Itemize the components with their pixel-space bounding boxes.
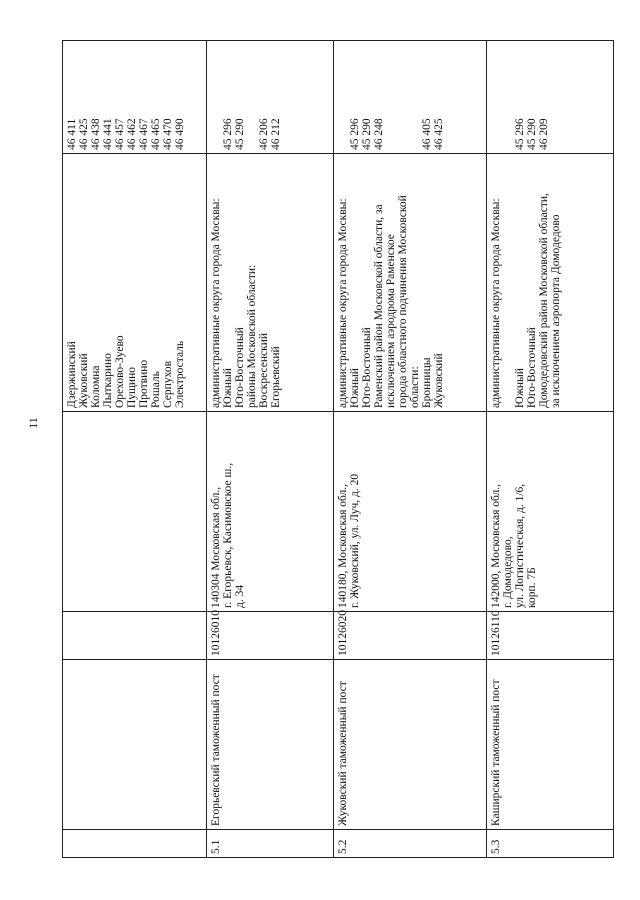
place-item: Лыткарино [102,353,114,408]
address-line: 140304 Московская обл., [210,486,222,608]
address-line: 142000, Московская обл., [490,483,502,608]
post-address [210,463,246,608]
okato-code: 46 248 [373,118,385,150]
territory-line: административные округа города Москвы: [337,198,349,408]
place-item: Пущино [126,367,138,408]
code-item: 46 490 [174,118,186,150]
okato-code: 45 290 [361,118,373,150]
continued-codes-list [66,118,186,150]
place-item: Жуковский [78,353,90,408]
address-line: г. Жуковский, ул. Луч, д. 20 [349,473,361,608]
territory-line: исключением аэродрома Раменское [385,234,397,408]
okato-code [409,118,421,150]
place-item: Рошаль [150,371,162,408]
post-code: 10126010 [210,610,222,656]
code-item: 46 441 [102,118,114,150]
okato-code: 46 405 [421,118,433,150]
territory-line: Южный [514,368,526,408]
territory-line: Воскресенский [258,332,270,408]
post-okato [349,118,445,150]
territory-line: административные округа города Москвы: [210,198,222,408]
place-item: Серпухов [162,360,174,408]
rotated-table [62,40,614,858]
code-item: 46 438 [90,118,102,150]
post-okato [514,118,550,150]
territory-line: Бронницы [421,357,433,408]
code-item: 46 462 [126,118,138,150]
okato-code [397,118,409,150]
code-item: 46 465 [150,118,162,150]
post-name: Каширский таможенный пост [490,679,502,826]
post-territory [337,195,445,408]
post-territory [210,198,282,408]
continued-places-list [66,335,186,408]
territory-line: Южный [222,368,234,408]
address-line: г. Домодедово, [502,536,514,608]
territory-line: административные округа города Москвы: [490,198,502,408]
territory-line: Южный [349,368,361,408]
okato-code: 46 206 [258,118,270,150]
territory-line: области: [409,366,421,408]
okato-code: 45 290 [234,118,246,150]
post-address [337,474,361,608]
territory-line: Егорьевский [270,346,282,408]
okato-code [246,118,258,150]
okato-code [385,118,397,150]
place-item: Протвино [138,359,150,408]
code-item: 46 467 [138,118,150,150]
place-item: Электросталь [174,340,186,408]
territory-line: за исключением аэропорта Домодедово [550,214,562,408]
territory-line: Юго-Восточный [234,327,246,408]
place-item: Коломна [90,365,102,408]
code-item: 46 457 [114,118,126,150]
okato-code: 45 290 [526,118,538,150]
post-address [490,484,538,608]
okato-code: 45 296 [222,118,234,150]
code-item: 46 425 [78,118,90,150]
okato-code: 46 209 [538,118,550,150]
okato-code: 45 296 [349,118,361,150]
code-item: 46 411 [66,118,78,150]
okato-code: 46 425 [433,118,445,150]
address-line: ул. Логистическая, д. 1/6, [514,483,526,608]
territory-line: Жуковский [433,353,445,408]
post-okato [222,118,282,150]
post-name: Жуковский таможенный пост [337,681,349,826]
address-line: корп. 7Б [526,567,538,608]
post-territory [490,193,562,408]
row-number: 5.2 [337,839,349,854]
post-code: 10126020 [337,610,349,656]
territory-line: Юго-Восточный [361,327,373,408]
territory-line: города областного подчинения Московской [397,195,409,408]
place-item: Орехово-Зуево [114,335,126,408]
post-name: Егорьевский таможенный пост [210,674,222,826]
territory-line: Домодедовский район Московской области, [538,193,550,408]
address-line: г. Егорьевск, Касимовское ш., [222,462,234,608]
row-number: 5.1 [210,839,222,854]
territory-line: районы Московской области: [246,264,258,408]
address-line: 140180, Московская обл., [337,483,349,608]
okato-code: 46 212 [270,118,282,150]
post-code: 10126110 [490,610,502,656]
territory-line: Юго-Восточный [526,327,538,408]
place-item: Дзержинский [66,341,78,408]
code-item: 46 470 [162,118,174,150]
page-number: 11 [26,417,40,429]
territory-line [502,193,514,408]
address-line: д. 34 [234,584,246,608]
territory-line: Раменский район Московской области, за [373,204,385,408]
okato-code: 45 296 [514,118,526,150]
row-number: 5.3 [490,839,502,854]
